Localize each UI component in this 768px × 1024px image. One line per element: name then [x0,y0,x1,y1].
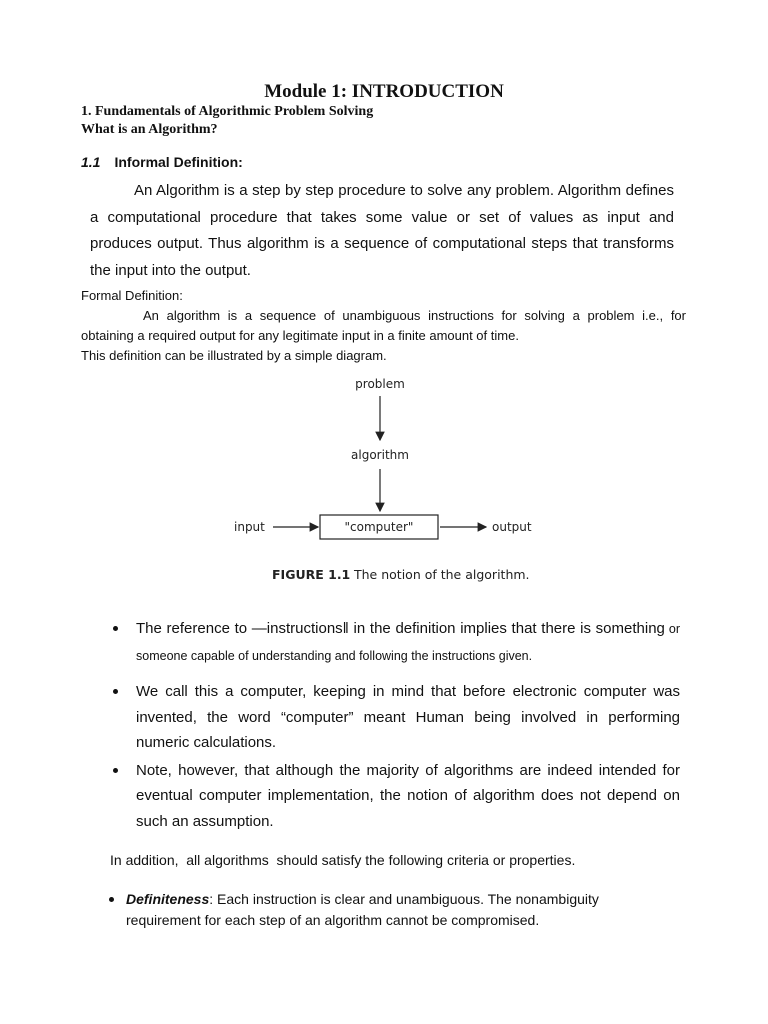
bullet-icon [113,626,118,631]
bullet-icon [113,768,118,773]
definiteness-item [108,889,668,931]
list-item [110,758,680,835]
list-item-text: We call this a computer, keeping in mind that before electronic computer was invented, the word “computer” meant Human being involved in performing numeric calculations. [136,683,680,751]
criteria-intro-text: In addition, all algorithms should satisfy the following criteria or properties. [110,852,576,868]
figure-caption-text: The notion of the algorithm. [354,567,530,582]
section-heading [81,154,243,170]
formal-definition-label: Formal Definition: [81,288,183,303]
figure-caption-number: FIGURE 1.1 [272,567,351,582]
definiteness-term: Definiteness [126,891,210,907]
informal-definition-text: An Algorithm is a step by step procedure to solve any problem. Algorithm defines a computational procedure that takes some value or set of values as input and produces output. Thus algorithm is a sequence of computational steps that transforms the input into the output. [90,182,674,279]
section-number: 1.1 [81,154,101,170]
algorithm-label: algorithm [351,448,409,462]
formal-definition-text: An algorithm is a sequence of unambiguous instructions for solving a problem i.e., for obtaining a required output for any legitimate input in a finite amount of time. [81,308,686,343]
list-item-text: Note, however, that although the majority of algorithms are indeed intended for eventual computer implementation, the notion of algorithm does not depend on such an assumption. [136,761,680,830]
diagram-intro-text: This definition can be illustrated by a simple diagram. [81,348,387,363]
definiteness-text: : Each instruction is clear and unambiguous. The nonambiguity requirement for each step of an algorithm cannot be compromised. [126,891,599,928]
input-label: input [234,520,265,534]
problem-label: problem [355,377,405,391]
page-title: Module 1: INTRODUCTION [264,81,504,102]
list-item-text: The reference to —instructions‖ in the definition implies that there is something [136,620,665,637]
chapter-heading: 1. Fundamentals of Algorithmic Problem Solving [81,104,374,119]
formal-definition-paragraph [81,306,686,346]
list-item [110,679,680,756]
bullet-icon [113,689,118,694]
list-item-text-tail: or someone capable of understanding and following the instructions given. [136,622,681,663]
algorithm-notion-diagram [228,370,540,590]
bullet-icon [109,897,114,902]
output-label: output [492,520,532,534]
computer-label: "computer" [344,520,414,534]
subheading: What is an Algorithm? [81,122,218,137]
list-item [110,616,680,669]
section-label: Informal Definition: [114,154,243,170]
bullet-list [110,616,680,834]
informal-definition-paragraph [90,178,674,284]
